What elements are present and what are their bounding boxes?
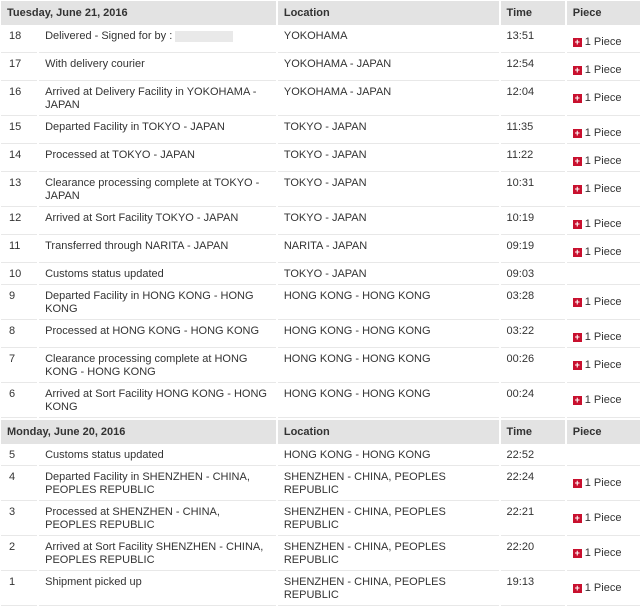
event-location: TOKYO - JAPAN <box>278 209 499 235</box>
event-description-text: Shipment picked up <box>45 576 142 588</box>
event-description-text: Departed Facility in SHENZHEN - CHINA, PEOPLES REPUBLIC <box>45 471 250 496</box>
event-description <box>39 446 276 466</box>
piece-label: 1 Piece <box>584 331 622 343</box>
piece-label: 1 Piece <box>584 155 622 167</box>
event-description <box>39 350 276 383</box>
table-row <box>1 538 640 571</box>
event-location: HONG KONG - HONG KONG <box>278 287 499 320</box>
event-description-text: Customs status updated <box>45 449 164 461</box>
event-number: 10 <box>1 265 37 285</box>
event-description-text: Customs status updated <box>45 268 164 280</box>
piece-label: 1 Piece <box>584 296 622 308</box>
event-time: 09:19 <box>501 237 565 263</box>
event-number: 13 <box>1 174 37 207</box>
event-location: TOKYO - JAPAN <box>278 174 499 207</box>
location-column-header: Location <box>278 1 499 25</box>
time-column-header: Time <box>501 420 565 444</box>
piece-expand-link[interactable] <box>573 296 622 309</box>
event-location: TOKYO - JAPAN <box>278 146 499 172</box>
event-piece <box>567 27 640 53</box>
event-piece <box>567 174 640 207</box>
date-header: Tuesday, June 21, 2016 <box>1 1 276 25</box>
event-description-text: Arrived at Delivery Facility in YOKOHAMA - JAPAN <box>45 86 257 111</box>
date-header: Monday, June 20, 2016 <box>1 420 276 444</box>
event-description <box>39 468 276 501</box>
event-piece <box>567 322 640 348</box>
event-location: TOKYO - JAPAN <box>278 265 499 285</box>
table-row <box>1 83 640 116</box>
event-piece <box>567 538 640 571</box>
piece-expand-link[interactable] <box>573 512 622 525</box>
event-time: 09:03 <box>501 265 565 285</box>
date-header-row <box>1 1 640 25</box>
piece-label: 1 Piece <box>584 246 622 258</box>
table-row <box>1 237 640 263</box>
event-description-text: Processed at SHENZHEN - CHINA, PEOPLES REPUBLIC <box>45 506 220 531</box>
plus-icon[interactable]: + <box>574 395 580 405</box>
event-piece <box>567 55 640 81</box>
event-piece <box>567 350 640 383</box>
event-time: 13:51 <box>501 27 565 53</box>
table-row <box>1 322 640 348</box>
event-number: 5 <box>1 446 37 466</box>
event-number: 11 <box>1 237 37 263</box>
table-row <box>1 55 640 81</box>
event-time: 22:20 <box>501 538 565 571</box>
table-row <box>1 446 640 466</box>
table-row <box>1 265 640 285</box>
event-location: HONG KONG - HONG KONG <box>278 350 499 383</box>
event-number: 17 <box>1 55 37 81</box>
piece-label: 1 Piece <box>584 477 622 489</box>
table-row <box>1 174 640 207</box>
event-piece <box>567 118 640 144</box>
event-description <box>39 265 276 285</box>
event-time: 12:54 <box>501 55 565 81</box>
event-description <box>39 209 276 235</box>
redacted-signature <box>175 31 233 42</box>
piece-column-header: Piece <box>567 1 640 25</box>
event-number: 18 <box>1 27 37 53</box>
piece-expand-link[interactable] <box>573 218 622 231</box>
event-description <box>39 573 276 606</box>
event-number: 8 <box>1 322 37 348</box>
event-time: 03:22 <box>501 322 565 348</box>
event-time: 11:22 <box>501 146 565 172</box>
event-number: 1 <box>1 573 37 606</box>
event-description-text: Departed Facility in HONG KONG - HONG KONG <box>45 290 254 315</box>
event-location: HONG KONG - HONG KONG <box>278 446 499 466</box>
event-number: 9 <box>1 287 37 320</box>
piece-label: 1 Piece <box>584 64 622 76</box>
piece-expand-link[interactable] <box>573 394 622 407</box>
event-time: 12:04 <box>501 83 565 116</box>
event-description-text: Transferred through NARITA - JAPAN <box>45 240 229 252</box>
tracking-table-body <box>1 1 640 606</box>
event-time: 03:28 <box>501 287 565 320</box>
plus-icon[interactable]: + <box>574 332 580 342</box>
plus-icon[interactable]: + <box>574 184 580 194</box>
event-location: YOKOHAMA - JAPAN <box>278 83 499 116</box>
event-description <box>39 503 276 536</box>
event-description <box>39 287 276 320</box>
event-description <box>39 322 276 348</box>
event-piece <box>567 503 640 536</box>
table-row <box>1 573 640 606</box>
piece-expand-link[interactable] <box>573 246 622 259</box>
event-description-text: Clearance processing complete at HONG KONG - HONG KONG <box>45 353 248 378</box>
event-location: TOKYO - JAPAN <box>278 118 499 144</box>
event-piece <box>567 385 640 418</box>
event-time: 10:19 <box>501 209 565 235</box>
event-location: YOKOHAMA <box>278 27 499 53</box>
event-description <box>39 385 276 418</box>
table-row <box>1 350 640 383</box>
event-description <box>39 146 276 172</box>
plus-icon[interactable]: + <box>574 360 580 370</box>
table-row <box>1 209 640 235</box>
event-location: HONG KONG - HONG KONG <box>278 322 499 348</box>
piece-label: 1 Piece <box>584 547 622 559</box>
event-time: 19:13 <box>501 573 565 606</box>
event-description <box>39 237 276 263</box>
event-description-text: Arrived at Sort Facility TOKYO - JAPAN <box>45 212 239 224</box>
event-description-text: Departed Facility in TOKYO - JAPAN <box>45 121 225 133</box>
event-number: 3 <box>1 503 37 536</box>
piece-label: 1 Piece <box>584 127 622 139</box>
event-piece <box>567 237 640 263</box>
event-piece <box>567 265 640 285</box>
piece-expand-link[interactable] <box>573 155 622 168</box>
plus-icon[interactable]: + <box>574 37 580 47</box>
event-piece <box>567 573 640 606</box>
piece-label: 1 Piece <box>584 218 622 230</box>
piece-label: 1 Piece <box>584 359 622 371</box>
event-description-text: With delivery courier <box>45 58 145 70</box>
piece-expand-link[interactable] <box>573 582 622 595</box>
piece-label: 1 Piece <box>584 394 622 406</box>
plus-icon[interactable]: + <box>574 548 580 558</box>
piece-label: 1 Piece <box>584 512 622 524</box>
piece-expand-link[interactable] <box>573 477 622 490</box>
event-time: 22:24 <box>501 468 565 501</box>
event-piece <box>567 446 640 466</box>
event-number: 4 <box>1 468 37 501</box>
plus-icon[interactable]: + <box>574 478 580 488</box>
event-number: 16 <box>1 83 37 116</box>
event-description-text: Clearance processing complete at TOKYO - JAPAN <box>45 177 260 202</box>
event-time: 10:31 <box>501 174 565 207</box>
event-location: SHENZHEN - CHINA, PEOPLES REPUBLIC <box>278 503 499 536</box>
piece-label: 1 Piece <box>584 582 622 594</box>
event-piece <box>567 209 640 235</box>
piece-expand-link[interactable] <box>573 36 622 49</box>
piece-expand-link[interactable] <box>573 183 622 196</box>
event-description <box>39 538 276 571</box>
plus-icon[interactable]: + <box>574 247 580 257</box>
event-time: 11:35 <box>501 118 565 144</box>
piece-expand-link[interactable] <box>573 359 622 372</box>
event-description <box>39 83 276 116</box>
event-location: YOKOHAMA - JAPAN <box>278 55 499 81</box>
plus-icon[interactable]: + <box>574 219 580 229</box>
event-description <box>39 174 276 207</box>
event-description <box>39 55 276 81</box>
piece-expand-link[interactable] <box>573 127 622 140</box>
event-description-text: Arrived at Sort Facility SHENZHEN - CHINA, PEOPLES REPUBLIC <box>45 541 264 566</box>
table-row <box>1 27 640 53</box>
piece-expand-link[interactable] <box>573 331 622 344</box>
event-piece <box>567 146 640 172</box>
piece-label: 1 Piece <box>584 92 622 104</box>
event-description-text: Processed at HONG KONG - HONG KONG <box>45 325 260 337</box>
event-description <box>39 27 276 53</box>
piece-expand-link[interactable] <box>573 64 622 77</box>
table-row <box>1 118 640 144</box>
event-location: SHENZHEN - CHINA, PEOPLES REPUBLIC <box>278 573 499 606</box>
plus-icon[interactable]: + <box>574 128 580 138</box>
event-location: NARITA - JAPAN <box>278 237 499 263</box>
table-row <box>1 146 640 172</box>
event-location: SHENZHEN - CHINA, PEOPLES REPUBLIC <box>278 468 499 501</box>
event-description-text: Processed at TOKYO - JAPAN <box>45 149 195 161</box>
event-location: HONG KONG - HONG KONG <box>278 385 499 418</box>
event-number: 15 <box>1 118 37 144</box>
event-number: 6 <box>1 385 37 418</box>
event-time: 22:52 <box>501 446 565 466</box>
piece-expand-link[interactable] <box>573 92 622 105</box>
event-number: 12 <box>1 209 37 235</box>
event-number: 7 <box>1 350 37 383</box>
plus-icon[interactable]: + <box>574 513 580 523</box>
event-description <box>39 118 276 144</box>
table-row <box>1 287 640 320</box>
event-piece <box>567 83 640 116</box>
time-column-header: Time <box>501 1 565 25</box>
plus-icon[interactable]: + <box>574 156 580 166</box>
event-description-text: Arrived at Sort Facility HONG KONG - HONG KONG <box>45 388 267 413</box>
table-row <box>1 385 640 418</box>
plus-icon[interactable]: + <box>574 93 580 103</box>
event-number: 14 <box>1 146 37 172</box>
event-time: 22:21 <box>501 503 565 536</box>
piece-label: 1 Piece <box>584 183 622 195</box>
plus-icon[interactable]: + <box>574 297 580 307</box>
event-piece <box>567 468 640 501</box>
event-location: SHENZHEN - CHINA, PEOPLES REPUBLIC <box>278 538 499 571</box>
event-piece <box>567 287 640 320</box>
plus-icon[interactable]: + <box>574 583 580 593</box>
piece-column-header: Piece <box>567 420 640 444</box>
plus-icon[interactable]: + <box>574 65 580 75</box>
piece-expand-link[interactable] <box>573 547 622 560</box>
date-header-row <box>1 420 640 444</box>
event-description-text: Delivered - Signed for by : <box>45 30 173 42</box>
event-number: 2 <box>1 538 37 571</box>
location-column-header: Location <box>278 420 499 444</box>
piece-label: 1 Piece <box>584 36 622 48</box>
table-row <box>1 503 640 536</box>
table-row <box>1 468 640 501</box>
event-time: 00:26 <box>501 350 565 383</box>
event-time: 00:24 <box>501 385 565 418</box>
